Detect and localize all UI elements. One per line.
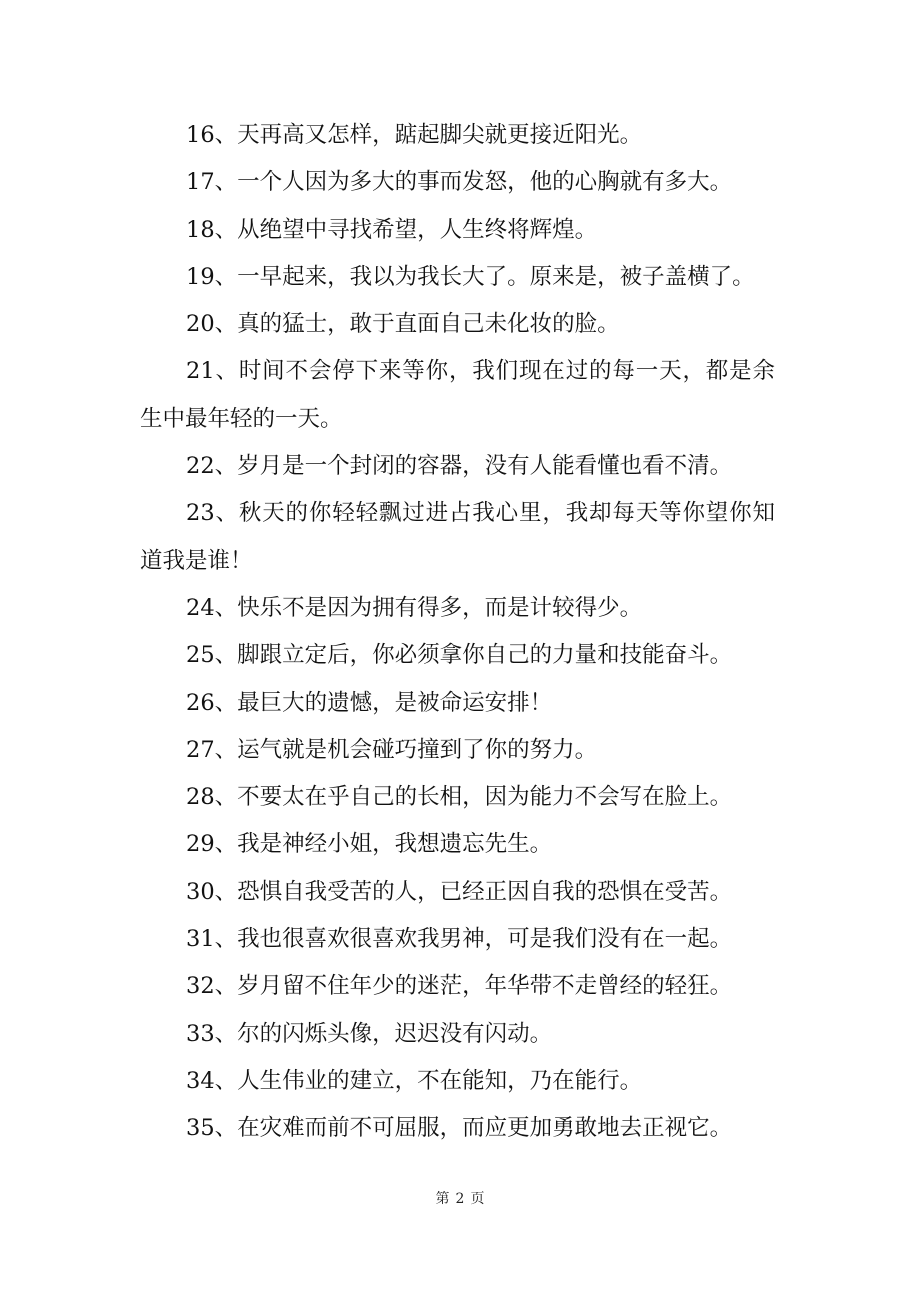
paragraph-24: 24、快乐不是因为拥有得多，而是计较得少。 bbox=[186, 594, 643, 621]
paragraph-32: 32、岁月留不住年少的迷茫，年华带不走曾经的轻狂。 bbox=[186, 973, 733, 1000]
paragraph-31: 31、我也很喜欢很喜欢我男神，可是我们没有在一起。 bbox=[186, 926, 733, 953]
paragraph-35: 35、在灾难而前不可屈服，而应更加勇敢地去正视它。 bbox=[186, 1115, 733, 1142]
paragraph-16: 16、天再高又怎样，踮起脚尖就更接近阳光。 bbox=[186, 122, 643, 148]
page-number-suffix: 页 bbox=[470, 1191, 485, 1207]
paragraph-28: 28、不要太在乎自己的长相，因为能力不会写在脸上。 bbox=[186, 784, 733, 811]
paragraph-26: 26、最巨大的遗憾，是被命运安排！ bbox=[186, 689, 553, 716]
page-number-prefix: 第 bbox=[435, 1191, 450, 1207]
paragraph-27: 27、运气就是机会碰巧撞到了你的努力。 bbox=[186, 736, 598, 763]
paragraph-29: 29、我是神经小姐，我想遗忘先生。 bbox=[186, 831, 553, 858]
paragraph-33: 33、尔的闪烁头像，迟迟没有闪动。 bbox=[186, 1020, 553, 1047]
paragraph-20: 20、真的猛士，敢于直面自己未化妆的脸。 bbox=[186, 311, 620, 338]
paragraph-23: 23、秋天的你轻轻飘过进占我心里，我却每天等你望你知道我是谁！ bbox=[140, 500, 775, 574]
paragraph-17: 17、一个人因为多大的事而发怒，他的心胸就有多大。 bbox=[186, 169, 733, 196]
paragraph-18: 18、从绝望中寻找希望，人生终将辉煌。 bbox=[186, 216, 598, 243]
paragraph-30: 30、恐惧自我受苦的人，已经正因自我的恐惧在受苦。 bbox=[186, 878, 733, 905]
paragraph-21: 21、时间不会停下来等你，我们现在过的每一天，都是余生中最年轻的一天。 bbox=[140, 358, 775, 432]
page-number: 2 bbox=[455, 1191, 465, 1207]
paragraph-22: 22、岁月是一个封闭的容器，没有人能看懂也看不清。 bbox=[186, 453, 733, 480]
paragraph-34: 34、人生伟业的建立，不在能知，乃在能行。 bbox=[186, 1067, 643, 1094]
document-body bbox=[140, 112, 775, 1153]
paragraph-25: 25、脚跟立定后，你必须拿你自己的力量和技能奋斗。 bbox=[186, 642, 733, 669]
page-footer bbox=[0, 1189, 920, 1209]
paragraph-19: 19、一早起来，我以为我长大了。原来是，被子盖横了。 bbox=[186, 263, 755, 290]
